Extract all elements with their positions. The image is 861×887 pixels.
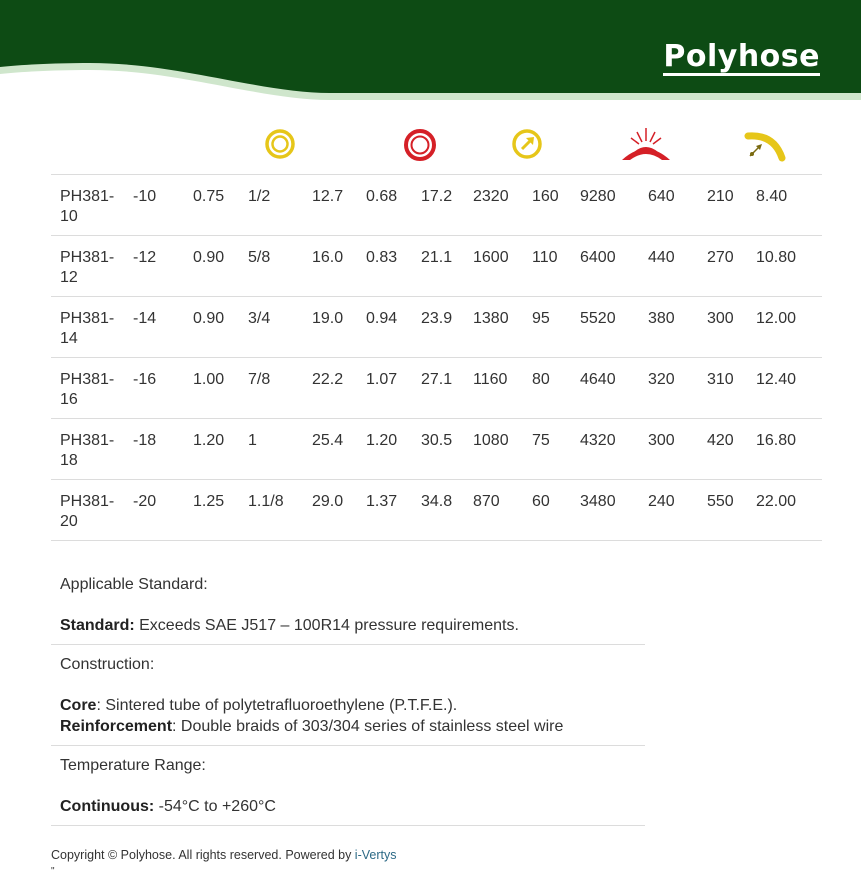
table-cell: 75 <box>532 419 580 480</box>
pressure-gauge-icon <box>511 128 543 160</box>
standard-heading: Applicable Standard: <box>60 576 208 593</box>
part-number-cell <box>51 175 133 236</box>
part-number-prefix: PH381- <box>60 493 115 510</box>
table-cell: 1 <box>248 419 312 480</box>
page-header <box>0 0 861 110</box>
core-label: Core <box>60 697 97 714</box>
table-cell: 4640 <box>580 358 648 419</box>
table-cell: -16 <box>133 358 193 419</box>
table-cell: 21.1 <box>421 236 473 297</box>
table-cell: 12.40 <box>756 358 822 419</box>
part-number-suffix: 18 <box>60 452 78 469</box>
table-cell: 870 <box>473 480 532 541</box>
specifications-table-body <box>51 175 822 541</box>
ivertys-link[interactable]: i-Vertys <box>354 848 397 862</box>
part-number-cell <box>51 236 133 297</box>
table-cell: 12.7 <box>312 175 366 236</box>
product-info <box>51 565 645 826</box>
table-cell: 3480 <box>580 480 648 541</box>
reinforcement-label: Reinforcement <box>60 718 173 735</box>
table-cell: 640 <box>648 175 707 236</box>
table-cell: 0.90 <box>193 236 248 297</box>
table-cell: 1.37 <box>366 480 421 541</box>
part-number-cell <box>51 419 133 480</box>
polyhose-logo[interactable]: Polyhose <box>663 39 820 74</box>
hose-od-ring-icon <box>403 128 437 162</box>
table-cell: 270 <box>707 236 756 297</box>
table-cell: 3/4 <box>248 297 312 358</box>
table-cell: 310 <box>707 358 756 419</box>
table-cell: 420 <box>707 419 756 480</box>
standard-line <box>60 615 636 636</box>
footer-copyright <box>51 848 396 862</box>
table-cell: 1.00 <box>193 358 248 419</box>
table-cell: 440 <box>648 236 707 297</box>
part-number-suffix: 12 <box>60 269 78 286</box>
table-cell: 2320 <box>473 175 532 236</box>
table-cell: 1.25 <box>193 480 248 541</box>
table-cell: 5/8 <box>248 236 312 297</box>
table-cell: 1600 <box>473 236 532 297</box>
part-number-suffix: 14 <box>60 330 78 347</box>
table-cell: 12.00 <box>756 297 822 358</box>
table-cell: 0.83 <box>366 236 421 297</box>
table-cell: -14 <box>133 297 193 358</box>
table-cell: 4320 <box>580 419 648 480</box>
construction-heading: Construction: <box>60 656 155 673</box>
hose-id-ring-icon <box>264 128 296 160</box>
table-cell: 0.68 <box>366 175 421 236</box>
table-cell: 25.4 <box>312 419 366 480</box>
table-cell: 110 <box>532 236 580 297</box>
table-cell: 17.2 <box>421 175 473 236</box>
stray-quote: " <box>51 866 55 877</box>
table-cell: 300 <box>648 419 707 480</box>
table-cell: 210 <box>707 175 756 236</box>
table-cell: 16.80 <box>756 419 822 480</box>
table-cell: 19.0 <box>312 297 366 358</box>
table-row <box>51 297 822 358</box>
table-cell: -20 <box>133 480 193 541</box>
part-number-prefix: PH381- <box>60 249 115 266</box>
table-row <box>51 358 822 419</box>
part-number-suffix: 16 <box>60 391 78 408</box>
part-number-prefix: PH381- <box>60 310 115 327</box>
table-cell: -10 <box>133 175 193 236</box>
table-cell: 10.80 <box>756 236 822 297</box>
standard-section <box>51 565 645 645</box>
table-cell: 1.20 <box>366 419 421 480</box>
specifications-table <box>51 174 822 541</box>
table-cell: 0.94 <box>366 297 421 358</box>
standard-text: Exceeds SAE J517 – 100R14 pressure requirements. <box>134 617 519 634</box>
table-row <box>51 175 822 236</box>
table-cell: 9280 <box>580 175 648 236</box>
table-row <box>51 419 822 480</box>
table-cell: 1/2 <box>248 175 312 236</box>
table-cell: 60 <box>532 480 580 541</box>
part-number-prefix: PH381- <box>60 432 115 449</box>
table-cell: 16.0 <box>312 236 366 297</box>
table-cell: 5520 <box>580 297 648 358</box>
table-cell: 80 <box>532 358 580 419</box>
table-cell: 320 <box>648 358 707 419</box>
temperature-label: Continuous: <box>60 798 155 815</box>
temperature-section <box>51 746 645 826</box>
part-number-prefix: PH381- <box>60 188 115 205</box>
table-cell: 0.90 <box>193 297 248 358</box>
table-cell: 1380 <box>473 297 532 358</box>
part-number-cell <box>51 297 133 358</box>
standard-label: Standard: <box>60 617 135 634</box>
table-cell: -18 <box>133 419 193 480</box>
table-cell: 29.0 <box>312 480 366 541</box>
table-cell: 1.20 <box>193 419 248 480</box>
burst-pressure-icon <box>620 124 672 162</box>
table-cell: 1080 <box>473 419 532 480</box>
part-number-suffix: 10 <box>60 208 78 225</box>
temperature-line <box>60 796 636 817</box>
copyright-text: Copyright © Polyhose. All rights reserved. Powered by <box>51 848 355 862</box>
reinforcement-line <box>60 716 636 737</box>
table-cell: 22.2 <box>312 358 366 419</box>
column-icons-row <box>0 120 861 170</box>
temperature-text: -54°C to +260°C <box>154 798 276 815</box>
part-number-cell <box>51 358 133 419</box>
table-cell: 160 <box>532 175 580 236</box>
table-cell: 8.40 <box>756 175 822 236</box>
part-number-prefix: PH381- <box>60 371 115 388</box>
table-cell: 6400 <box>580 236 648 297</box>
core-line <box>60 695 636 716</box>
table-cell: 34.8 <box>421 480 473 541</box>
table-cell: 1160 <box>473 358 532 419</box>
table-cell: 22.00 <box>756 480 822 541</box>
table-cell: 550 <box>707 480 756 541</box>
table-cell: 300 <box>707 297 756 358</box>
core-text: : Sintered tube of polytetrafluoroethylene (P.T.F.E.). <box>96 697 458 714</box>
table-cell: 240 <box>648 480 707 541</box>
table-cell: 1.07 <box>366 358 421 419</box>
table-row <box>51 236 822 297</box>
reinforcement-text: : Double braids of 303/304 series of stainless steel wire <box>172 718 564 735</box>
table-cell: 95 <box>532 297 580 358</box>
table-cell: 1.1/8 <box>248 480 312 541</box>
bend-radius-icon <box>744 126 788 162</box>
part-number-cell <box>51 480 133 541</box>
table-cell: 27.1 <box>421 358 473 419</box>
part-number-suffix: 20 <box>60 513 78 530</box>
table-row <box>51 480 822 541</box>
table-cell: 30.5 <box>421 419 473 480</box>
construction-section <box>51 645 645 746</box>
table-cell: 7/8 <box>248 358 312 419</box>
table-cell: -12 <box>133 236 193 297</box>
table-cell: 0.75 <box>193 175 248 236</box>
table-cell: 23.9 <box>421 297 473 358</box>
temperature-heading: Temperature Range: <box>60 757 206 774</box>
table-cell: 380 <box>648 297 707 358</box>
